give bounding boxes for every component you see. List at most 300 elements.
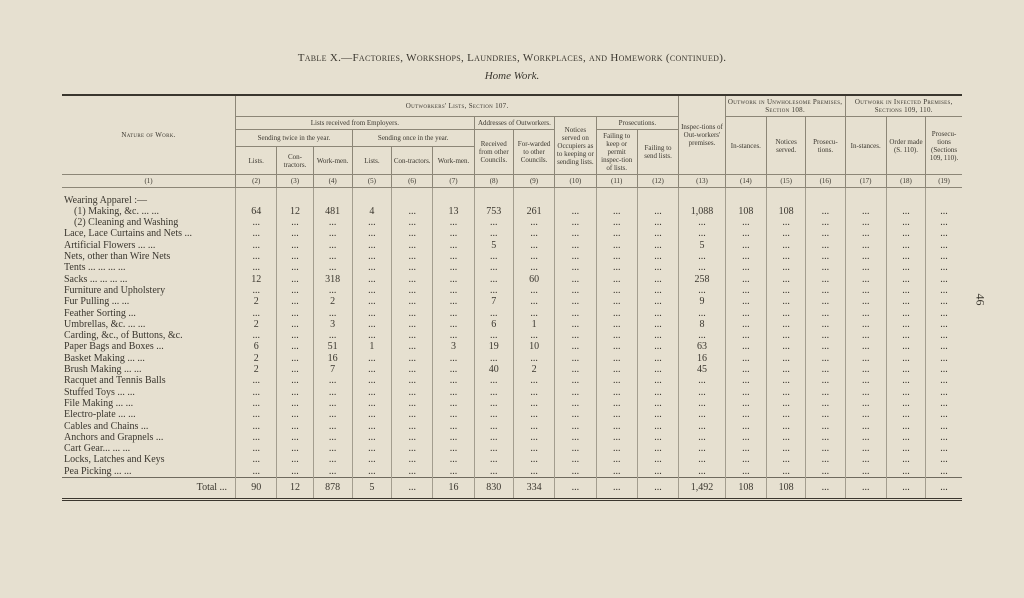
row-label: Locks, Latches and Keys <box>62 454 236 465</box>
header-contractors-6: Con-tractors. <box>392 147 433 175</box>
table-cell: ... <box>513 228 554 239</box>
table-cell: ... <box>474 228 513 239</box>
table-cell: ... <box>767 398 806 409</box>
table-cell: ... <box>886 285 925 296</box>
table-cell: ... <box>313 240 352 251</box>
table-row <box>62 443 962 454</box>
table-cell: ... <box>596 217 637 228</box>
table-cell: ... <box>313 262 352 273</box>
table-cell: ... <box>277 420 313 431</box>
table-cell: ... <box>555 398 596 409</box>
table-cell: 60 <box>513 274 554 285</box>
row-label: Basket Making ... ... <box>62 353 236 364</box>
table-cell: ... <box>637 420 678 431</box>
row-label: Stuffed Toys ... ... <box>62 386 236 397</box>
row-label: Nets, other than Wire Nets <box>62 251 236 262</box>
table-cell: 12 <box>277 206 313 217</box>
table-cell: ... <box>433 420 474 431</box>
table-cell: ... <box>845 319 886 330</box>
header-sending-twice: Sending twice in the year. <box>236 130 353 147</box>
header-prosecutions: Prosecutions. <box>596 117 679 130</box>
table-cell: ... <box>392 217 433 228</box>
table-cell: 16 <box>679 353 725 364</box>
table-cell: ... <box>277 240 313 251</box>
table-cell: ... <box>513 353 554 364</box>
table-cell: ... <box>806 454 845 465</box>
table-cell: ... <box>392 477 433 499</box>
column-number: (13) <box>679 175 725 188</box>
table-cell: ... <box>767 319 806 330</box>
table-cell: 2 <box>513 364 554 375</box>
table-cell: 3 <box>433 341 474 352</box>
table-cell: 12 <box>277 477 313 499</box>
table-cell: ... <box>679 375 725 386</box>
table-cell: ... <box>352 296 391 307</box>
table-cell <box>679 188 725 206</box>
table-cell: ... <box>313 251 352 262</box>
header-workmen-7: Work-men. <box>433 147 474 175</box>
table-cell <box>886 188 925 206</box>
table-cell: ... <box>352 353 391 364</box>
table-cell: ... <box>725 307 766 318</box>
table-cell: ... <box>767 353 806 364</box>
table-cell: ... <box>637 240 678 251</box>
table-cell: ... <box>886 251 925 262</box>
table-cell: 108 <box>725 206 766 217</box>
table-cell: ... <box>352 443 391 454</box>
table-cell: 16 <box>313 353 352 364</box>
table-cell: ... <box>596 307 637 318</box>
table-cell: ... <box>886 477 925 499</box>
table-cell: ... <box>392 274 433 285</box>
table-cell: ... <box>392 466 433 478</box>
table-cell: ... <box>433 443 474 454</box>
table-cell: ... <box>596 466 637 478</box>
row-label: Cart Gear... ... ... <box>62 443 236 454</box>
table-cell: ... <box>637 353 678 364</box>
table-row <box>62 409 962 420</box>
table-cell: ... <box>555 409 596 420</box>
table-cell: ... <box>637 409 678 420</box>
table-cell: ... <box>637 206 678 217</box>
table-cell: ... <box>767 466 806 478</box>
header-workmen-4: Work-men. <box>313 147 352 175</box>
table-cell: ... <box>433 228 474 239</box>
row-label: File Making ... ... <box>62 398 236 409</box>
table-cell: ... <box>637 228 678 239</box>
table-cell: ... <box>596 432 637 443</box>
header-inspections: Inspec-tions of Out-workers' premises. <box>679 95 725 175</box>
table-cell: ... <box>886 353 925 364</box>
table-cell: ... <box>236 251 277 262</box>
table-cell: ... <box>352 319 391 330</box>
table-cell: ... <box>806 420 845 431</box>
table-cell: ... <box>352 409 391 420</box>
table-cell: 7 <box>313 364 352 375</box>
table-cell: ... <box>236 228 277 239</box>
table-row <box>62 386 962 397</box>
table-cell: ... <box>637 217 678 228</box>
table-cell: ... <box>352 240 391 251</box>
table-row <box>62 206 962 217</box>
table-cell: ... <box>474 409 513 420</box>
total-row <box>62 477 962 499</box>
table-cell: ... <box>940 420 948 432</box>
table-cell: ... <box>806 330 845 341</box>
table-cell: ... <box>845 341 886 352</box>
table-cell: ... <box>806 477 845 499</box>
header-notices-served: Notices served on Occupiers as to keeping or sending lists. <box>555 117 596 175</box>
table-cell: ... <box>277 251 313 262</box>
table-cell: ... <box>845 296 886 307</box>
table-cell <box>392 188 433 206</box>
table-cell: ... <box>845 477 886 499</box>
table-cell: 481 <box>313 206 352 217</box>
table-cell <box>277 188 313 206</box>
table-cell: 753 <box>474 206 513 217</box>
table-cell: ... <box>637 341 678 352</box>
table-cell: ... <box>725 274 766 285</box>
table-cell: 6 <box>474 319 513 330</box>
table-cell: ... <box>806 240 845 251</box>
table-cell: 3 <box>313 319 352 330</box>
table-cell: ... <box>352 217 391 228</box>
column-number: (9) <box>513 175 554 188</box>
table-cell: ... <box>474 420 513 431</box>
table-cell: ... <box>555 262 596 273</box>
table-cell: ... <box>767 307 806 318</box>
table-cell: ... <box>313 466 352 478</box>
table-cell: ... <box>277 285 313 296</box>
table-cell: ... <box>277 296 313 307</box>
table-cell: ... <box>236 420 277 431</box>
table-row <box>62 432 962 443</box>
table-cell: ... <box>637 454 678 465</box>
table-cell: ... <box>806 364 845 375</box>
table-cell: ... <box>513 398 554 409</box>
table-cell: ... <box>513 454 554 465</box>
table-cell: ... <box>555 375 596 386</box>
table-cell: ... <box>806 217 845 228</box>
table-cell: ... <box>725 420 766 431</box>
table-cell: ... <box>392 228 433 239</box>
header-instances-14: In-stances. <box>725 117 766 175</box>
table-cell: ... <box>313 398 352 409</box>
table-cell: ... <box>940 409 948 421</box>
table-cell: ... <box>679 228 725 239</box>
table-cell: ... <box>352 454 391 465</box>
table-cell: ... <box>555 319 596 330</box>
table-cell: ... <box>392 420 433 431</box>
table-cell: ... <box>637 432 678 443</box>
table-cell: ... <box>313 228 352 239</box>
table-cell: 6 <box>236 341 277 352</box>
table-cell: ... <box>679 285 725 296</box>
table-cell: ... <box>940 330 948 342</box>
column-number: (15) <box>767 175 806 188</box>
table-cell: ... <box>806 251 845 262</box>
table-cell: ... <box>845 262 886 273</box>
header-outworkers-lists: Outworkers' Lists, Section 107. <box>236 95 679 117</box>
table-cell: ... <box>886 364 925 375</box>
table-cell: ... <box>679 409 725 420</box>
table-cell: ... <box>474 398 513 409</box>
table-cell: ... <box>767 330 806 341</box>
table-cell: ... <box>806 307 845 318</box>
table-cell: ... <box>596 240 637 251</box>
homework-table <box>62 94 962 501</box>
table-cell: ... <box>513 420 554 431</box>
table-cell: ... <box>886 217 925 228</box>
table-cell: ... <box>596 386 637 397</box>
table-cell: ... <box>767 364 806 375</box>
table-cell: ... <box>433 375 474 386</box>
table-cell: ... <box>392 443 433 454</box>
table-cell: 2 <box>236 319 277 330</box>
column-number: (1) <box>62 175 236 188</box>
table-cell: 334 <box>513 477 554 499</box>
table-cell: 108 <box>767 477 806 499</box>
table-cell: ... <box>236 262 277 273</box>
table-cell: ... <box>352 274 391 285</box>
table-cell: ... <box>596 409 637 420</box>
table-cell: ... <box>433 466 474 478</box>
table-cell: ... <box>555 477 596 499</box>
header-notices-15: Notices served. <box>767 117 806 175</box>
table-cell: 8 <box>679 319 725 330</box>
row-label: Pea Picking ... ... <box>62 466 236 478</box>
table-cell: ... <box>886 319 925 330</box>
table-cell: ... <box>352 251 391 262</box>
table-cell: ... <box>886 228 925 239</box>
table-cell: ... <box>313 217 352 228</box>
table-cell: ... <box>555 466 596 478</box>
table-cell: ... <box>433 330 474 341</box>
table-cell: ... <box>352 420 391 431</box>
table-row <box>62 307 962 318</box>
table-cell: ... <box>392 296 433 307</box>
row-label: Paper Bags and Boxes ... <box>62 341 236 352</box>
table-cell: ... <box>806 409 845 420</box>
table-cell: ... <box>725 285 766 296</box>
table-cell: ... <box>886 296 925 307</box>
table-cell: ... <box>725 228 766 239</box>
table-cell: ... <box>555 228 596 239</box>
table-cell: ... <box>474 307 513 318</box>
table-cell: ... <box>806 319 845 330</box>
header-contractors-3: Con-tractors. <box>277 147 313 175</box>
table-cell: 2 <box>236 364 277 375</box>
table-cell: ... <box>637 398 678 409</box>
table-cell: ... <box>845 353 886 364</box>
table-cell: ... <box>277 364 313 375</box>
table-cell: ... <box>767 285 806 296</box>
table-cell: 4 <box>352 206 391 217</box>
table-cell: ... <box>392 341 433 352</box>
table-cell: 7 <box>474 296 513 307</box>
table-cell: ... <box>679 398 725 409</box>
row-label: Carding, &c., of Buttons, &c. <box>62 330 236 341</box>
table-cell: ... <box>513 432 554 443</box>
table-cell: ... <box>806 398 845 409</box>
table-cell: ... <box>433 409 474 420</box>
table-cell: ... <box>926 477 962 499</box>
table-cell: ... <box>474 217 513 228</box>
table-cell: ... <box>596 251 637 262</box>
table-cell: 1,088 <box>679 206 725 217</box>
table-cell: ... <box>433 386 474 397</box>
table-cell: ... <box>637 296 678 307</box>
table-cell: ... <box>555 454 596 465</box>
column-number: (18) <box>886 175 925 188</box>
table-cell: ... <box>392 206 433 217</box>
table-cell: ... <box>725 217 766 228</box>
table-cell: 1 <box>513 319 554 330</box>
table-cell: 5 <box>474 240 513 251</box>
table-cell: ... <box>845 217 886 228</box>
table-cell: ... <box>555 296 596 307</box>
table-cell: ... <box>940 296 948 308</box>
table-cell: ... <box>767 432 806 443</box>
table-cell: ... <box>596 330 637 341</box>
table-cell <box>352 188 391 206</box>
table-cell: ... <box>767 420 806 431</box>
header-unwholesome: Outwork in Unwholesome Premises, Section 108. <box>725 95 845 117</box>
table-cell: ... <box>277 217 313 228</box>
table-row <box>62 466 962 478</box>
table-cell: 90 <box>236 477 277 499</box>
table-cell: ... <box>845 206 886 217</box>
table-cell: ... <box>513 330 554 341</box>
table-cell: ... <box>725 240 766 251</box>
table-cell <box>637 188 678 206</box>
column-number: (8) <box>474 175 513 188</box>
page-number: 46 <box>973 293 988 306</box>
table-cell: ... <box>392 307 433 318</box>
table-cell: 45 <box>679 364 725 375</box>
table-cell: ... <box>352 375 391 386</box>
table-cell: ... <box>513 307 554 318</box>
column-number: (4) <box>313 175 352 188</box>
table-cell: ... <box>886 330 925 341</box>
table-cell: ... <box>725 386 766 397</box>
table-cell: ... <box>236 398 277 409</box>
table-cell: ... <box>474 466 513 478</box>
row-label: Cables and Chains ... <box>62 420 236 431</box>
table-cell: 10 <box>513 341 554 352</box>
table-cell: ... <box>725 432 766 443</box>
table-cell: 51 <box>313 341 352 352</box>
row-label: (2) Cleaning and Washing <box>62 217 236 228</box>
table-cell: 9 <box>679 296 725 307</box>
table-cell <box>725 188 766 206</box>
table-cell: ... <box>313 420 352 431</box>
table-cell: ... <box>513 443 554 454</box>
table-cell: ... <box>352 364 391 375</box>
table-cell: ... <box>767 443 806 454</box>
row-label: Total ... <box>62 477 236 499</box>
table-row <box>62 296 962 307</box>
table-cell: ... <box>277 375 313 386</box>
table-cell: 878 <box>313 477 352 499</box>
table-cell: ... <box>433 432 474 443</box>
table-cell: ... <box>679 307 725 318</box>
table-row <box>62 285 962 296</box>
table-cell: ... <box>596 296 637 307</box>
table-cell: ... <box>555 240 596 251</box>
table-cell: ... <box>513 409 554 420</box>
table-cell: ... <box>679 262 725 273</box>
table-cell: ... <box>236 409 277 420</box>
table-cell: ... <box>886 443 925 454</box>
table-cell: ... <box>845 432 886 443</box>
table-cell: ... <box>845 454 886 465</box>
table-body <box>62 188 962 499</box>
table-cell: ... <box>806 432 845 443</box>
table-cell: ... <box>886 274 925 285</box>
table-cell: ... <box>767 386 806 397</box>
table-cell: ... <box>806 386 845 397</box>
table-cell: ... <box>725 262 766 273</box>
row-label: Sacks ... ... ... ... <box>62 274 236 285</box>
table-cell: ... <box>352 307 391 318</box>
table-cell: ... <box>767 251 806 262</box>
table-cell: ... <box>767 296 806 307</box>
table-cell: ... <box>596 341 637 352</box>
table-cell: ... <box>767 262 806 273</box>
table-cell: ... <box>313 375 352 386</box>
table-cell: ... <box>679 386 725 397</box>
table-cell: ... <box>845 330 886 341</box>
table-cell: ... <box>433 454 474 465</box>
table-cell: ... <box>513 466 554 478</box>
header-sending-once: Sending once in the year. <box>352 130 474 147</box>
column-number: (14) <box>725 175 766 188</box>
row-label: Artificial Flowers ... ... <box>62 240 236 251</box>
table-cell: ... <box>806 296 845 307</box>
table-cell: ... <box>940 239 948 251</box>
table-cell: ... <box>806 285 845 296</box>
table-cell: ... <box>940 375 948 387</box>
table-cell: 830 <box>474 477 513 499</box>
table-cell: 108 <box>725 477 766 499</box>
table-cell: ... <box>845 375 886 386</box>
table-cell: ... <box>392 285 433 296</box>
table-cell: ... <box>767 454 806 465</box>
table-cell: 2 <box>236 296 277 307</box>
table-cell: ... <box>637 251 678 262</box>
column-number: (7) <box>433 175 474 188</box>
table-row <box>62 398 962 409</box>
table-cell: ... <box>513 386 554 397</box>
table-subtitle: Home Work. <box>484 70 540 82</box>
table-cell: ... <box>940 364 948 376</box>
table-cell: ... <box>596 319 637 330</box>
column-numbers-row <box>62 175 962 188</box>
table-cell <box>806 188 845 206</box>
table-cell: ... <box>637 285 678 296</box>
table-cell: ... <box>277 341 313 352</box>
table-cell: ... <box>767 341 806 352</box>
row-label: Wearing Apparel :— <box>62 188 236 206</box>
table-row <box>62 364 962 375</box>
table-cell: ... <box>433 353 474 364</box>
table-cell <box>313 188 352 206</box>
table-cell: ... <box>555 364 596 375</box>
table-cell: ... <box>474 330 513 341</box>
table-cell: ... <box>845 386 886 397</box>
column-number: (19) <box>926 175 962 188</box>
